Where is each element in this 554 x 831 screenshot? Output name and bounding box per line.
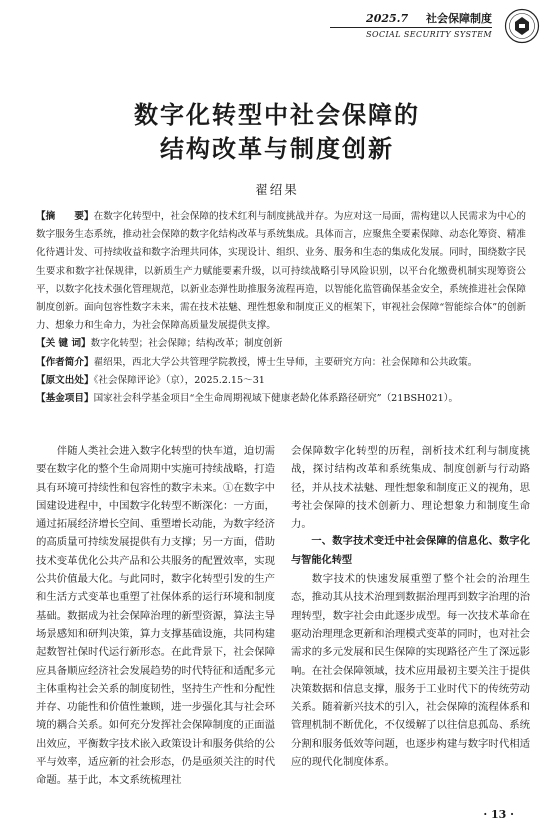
issue-number: 2025.7	[366, 12, 409, 25]
author-info	[36, 354, 526, 372]
keywords	[36, 335, 526, 353]
body-paragraph: 伴随人类社会进入数字化转型的快车道，迫切需要在数字化的整个生命周期中实施可持续战略，打造具有环境可持续性和包容性的数字未来。①在数字中国建设进程中，中国数字化转型不断深化：一方面，通过拓展经济增长空间、重塑增长动能，为数字经济的高质量可持续发展提供有力支撑；另一方面，借助技术变革优化公共产品和公共服务的配置效率，实现公共价值最大化。与此同时，数字化转型引发的生产和生活方式变革也重塑了社保体系的运行环境和制度基础。数据成为社会保障治理的新型资源，算法主导场景感知和研判决策，算力支撑基础设施，共同构建起数智社保时代运行新形态。在此背景下，社会保障应具备顺应经济社会发展趋势的时代特征和适配多元主体重构社会关系的制度韧性，坚持生产性和分配性并存、功能性和价值性兼顾，进一步强化其与社会环境的耦合关系。如何充分发挥社会保障制度的正面溢出效应，平衡数字技术嵌入政策设计和服务供给的公平与效率，适应新的社会形态，仍是亟须关注的时代命题。基于此，本文系统梳理社	[36, 445, 275, 787]
keywords-text: 数字化转型；社会保障；结构改革；制度创新	[90, 338, 283, 350]
journal-seal-icon	[504, 8, 540, 44]
title-line-2: 结构改革与制度创新	[160, 134, 394, 163]
running-header	[0, 0, 554, 50]
header-rule	[330, 27, 492, 28]
body-column-right	[291, 442, 530, 771]
source-info	[36, 372, 526, 390]
journal-name: 社会保障制度	[426, 12, 492, 25]
journal-english-name: SOCIAL SECURITY SYSTEM	[366, 30, 492, 39]
page-number: · 13 ·	[483, 808, 514, 821]
abstract-label: 【摘 要】	[36, 211, 94, 222]
body-paragraph: 数字技术的快速发展重塑了整个社会的治理生态，推动其从技术治理到数据治理再到数字治理的治理转型，数字社会由此逐步成型。每一次技术革命在驱动治理理念更新和治理模式变革的同时，也对社会需求的多元发展和民生保障的实现路径产生了深远影响。在社会保障领域，技术应用最初主要关注于提供决策数据和信息支撑，服务于工业时代下的传统劳动关系。随着新兴技术的引入，社会保障的流程体系和管理机制不断优化，不仅缓解了以往信息孤岛、系统分割和服务低效等问题，也逐步构建与数字时代相适应的现代化制度体系。	[291, 573, 530, 769]
body-column-left	[36, 442, 275, 790]
abstract-block	[36, 208, 526, 408]
author-info-text: 翟绍果，西北大学公共管理学院教授，博士生导师，主要研究方向：社会保障和公共政策。	[93, 356, 478, 368]
funding-text: 国家社会科学基金项目“全生命周期视域下健康老龄化体系路径研究”（21BSH021）。	[93, 393, 459, 405]
section-heading: 一、数字技术变迁中社会保障的信息化、数字化与智能化转型	[291, 536, 530, 566]
keywords-label: 【关 键 词】	[36, 338, 91, 350]
article-title	[0, 98, 554, 166]
source-text: 《社会保障评论》（京），2025.2.15～31	[93, 374, 265, 386]
source-label: 【原文出处】	[36, 374, 94, 386]
title-line-1: 数字化转型中社会保障的	[134, 100, 420, 129]
body-paragraph: 会保障数字化转型的历程，剖析技术红利与制度挑战，探讨结构改革和系统集成、制度创新与行动路径，并从技术祛魅、理性想象和制度正义的视角，思考社会保障的技术创新力、理论想象力和制度生命力。	[291, 445, 530, 531]
author-info-label: 【作者简介】	[36, 356, 94, 368]
funding-info	[36, 390, 526, 408]
header-journal-line	[366, 10, 492, 26]
author-name: 翟绍果	[255, 182, 299, 197]
abstract	[36, 208, 526, 335]
funding-label: 【基金项目】	[36, 393, 94, 405]
abstract-text: 在数字化转型中，社会保障的技术红利与制度挑战并存。为应对这一局面，需构建以人民需求为中心的数字服务生态系统，推动社会保障的数字化结构改革与系统集成。具体而言，应聚焦全要素保障、动态化筹资、精准化待遇计发、可持续收益和数字治理共同体，实现设计、组织、业务、服务和生态的集成化发展。同时，围绕数字民生要求和数字社保规律，以新质生产力赋能要素升级，以可持续战略引导风险识别，以平台化缴费机制实现筹资公平，以数字化技术强化管理规范，以新业态弹性助推服务流程再造，以智能化监管确保基金安全，系统推进社会保障制度创新。面向包容性数字未来，需在技术祛魅、理性想象和制度正义的框架下，审视社会保障“智能综合体”的创新力、想象力和生命力，为社会保障高质量发展提供支撑。	[36, 211, 527, 332]
